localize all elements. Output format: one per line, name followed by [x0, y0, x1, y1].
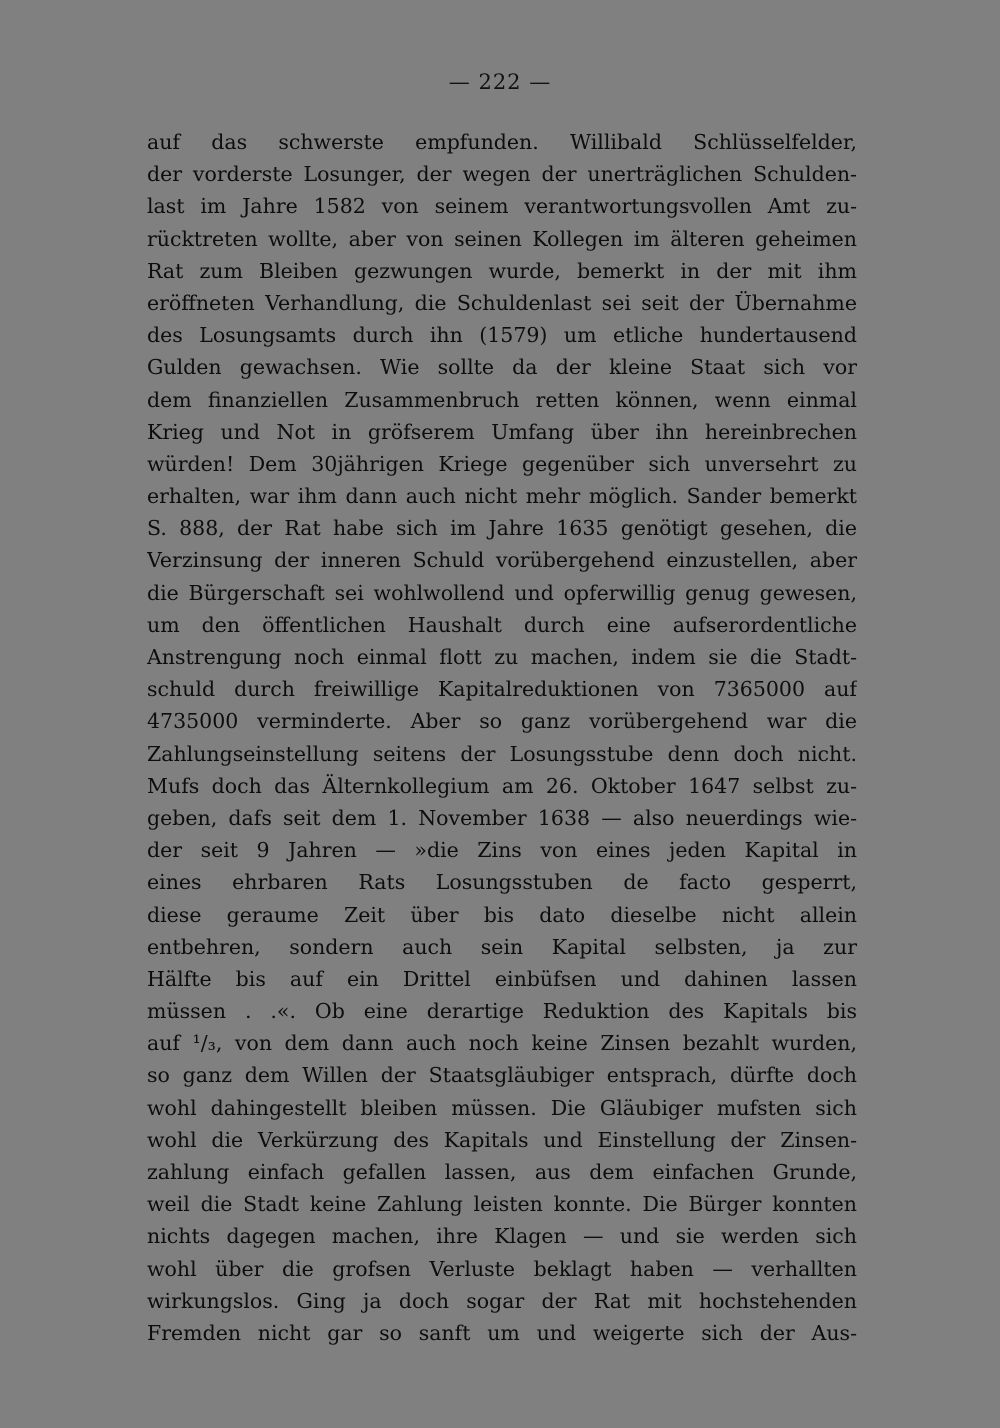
text-line: Zahlungseinstellung seitens der Losungsstube denn doch nicht. — [147, 741, 857, 766]
text-line: des Losungsamts durch ihn (1579) um etliche hundertausend — [147, 323, 857, 348]
text-line: S. 888, der Rat habe sich im Jahre 1635 genötigt gesehen, die — [147, 516, 857, 541]
text-line: Gulden gewachsen. Wie sollte da der kleine Staat sich vor — [147, 355, 857, 380]
text-line: wohl über die grofsen Verluste beklagt haben — verhallten — [147, 1256, 857, 1281]
text-line: diese geraume Zeit über bis dato dieselbe nicht allein — [147, 902, 857, 927]
text-line: nichts dagegen machen, ihre Klagen — und sie werden sich — [147, 1224, 857, 1249]
text-line: Rat zum Bleiben gezwungen wurde, bemerkt in der mit ihm — [147, 258, 857, 283]
text-line: erhalten, war ihm dann auch nicht mehr möglich. Sander bemerkt — [147, 484, 857, 509]
text-line: müssen . .«. Ob eine derartige Reduktion des Kapitals bis — [147, 999, 857, 1024]
text-line: auf ¹/₃, von dem dann auch noch keine Zinsen bezahlt wurden, — [147, 1031, 857, 1056]
page-number: — 222 — — [448, 70, 552, 94]
text-line: um den öffentlichen Haushalt durch eine aufserordentliche — [147, 612, 857, 637]
text-line: wohl die Verkürzung des Kapitals und Einstellung der Zinsen- — [147, 1127, 857, 1152]
text-line: die Bürgerschaft sei wohlwollend und opferwillig genug gewesen, — [147, 580, 857, 605]
text-line: Mufs doch das Älternkollegium am 26. Oktober 1647 selbst zu- — [147, 773, 857, 798]
text-line: weil die Stadt keine Zahlung leisten konnte. Die Bürger konnten — [147, 1192, 857, 1217]
text-line: eines ehrbaren Rats Losungsstuben de facto gesperrt, — [147, 870, 857, 895]
text-line: entbehren, sondern auch sein Kapital selbsten, ja zur — [147, 934, 857, 959]
text-line: zahlung einfach gefallen lassen, aus dem einfachen Grunde, — [147, 1160, 857, 1184]
text-line: Hälfte bis auf ein Drittel einbüfsen und dahinen lassen — [147, 966, 857, 991]
text-line: Verzinsung der inneren Schuld vorübergehend einzustellen, aber — [147, 548, 857, 573]
text-line: Fremden nicht gar so sanft um und weigerte sich der Aus- — [147, 1320, 857, 1345]
text-line: geben, dafs seit dem 1. November 1638 — also neuerdings wie- — [147, 805, 857, 830]
text-line: last im Jahre 1582 von seinem verantwortungsvollen Amt zu- — [147, 194, 857, 219]
text-line: Krieg und Not in gröfserem Umfang über ihn hereinbrechen — [147, 419, 857, 444]
text-line: der seit 9 Jahren — »die Zins von eines jeden Kapital in — [147, 838, 857, 863]
body-text — [147, 126, 857, 1349]
text-line: der vorderste Losunger, der wegen der unerträglichen Schulden- — [147, 162, 857, 187]
text-line: wirkungslos. Ging ja doch sogar der Rat mit hochstehenden — [147, 1288, 857, 1313]
text-line: rücktreten wollte, aber von seinen Kollegen im älteren geheimen — [147, 226, 857, 251]
text-line: schuld durch freiwillige Kapitalreduktionen von 7365000 auf — [147, 677, 857, 702]
text-line: 4735000 verminderte. Aber so ganz vorübergehend war die — [147, 709, 857, 734]
text-line: Anstrengung noch einmal flott zu machen, indem sie die Stadt- — [147, 645, 857, 669]
text-line: würden! Dem 30jährigen Kriege gegenüber sich unversehrt zu — [147, 451, 857, 476]
text-line: so ganz dem Willen der Staatsgläubiger entsprach, dürfte doch — [147, 1063, 857, 1088]
text-line: auf das schwerste empfunden. Willibald Schlüsselfelder, — [147, 130, 857, 154]
text-line: wohl dahingestellt bleiben müssen. Die Gläubiger mufsten sich — [147, 1095, 857, 1120]
text-line: eröffneten Verhandlung, die Schuldenlast sei seit der Übernahme — [147, 290, 857, 315]
text-line: dem finanziellen Zusammenbruch retten können, wenn einmal — [147, 387, 857, 412]
